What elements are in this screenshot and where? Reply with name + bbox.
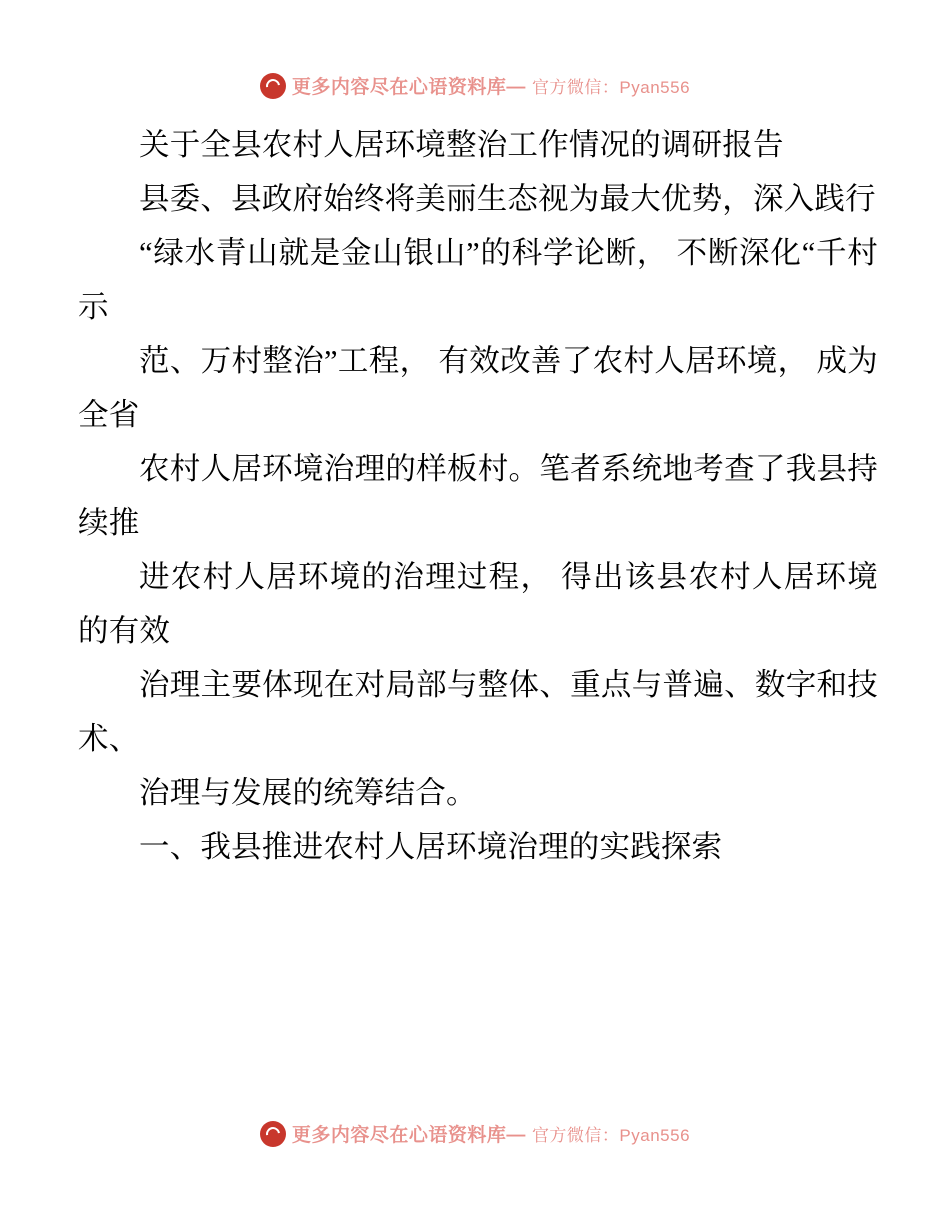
watermark-top — [0, 72, 950, 99]
speech-bubble-icon — [260, 1121, 286, 1147]
speech-bubble-icon — [260, 73, 286, 99]
paragraph-2: “绿水青山就是金山银山”的科学论断， 不断深化“千村示 — [78, 236, 878, 324]
document-body — [78, 118, 878, 874]
paragraph-3: 范、万村整治”工程， 有效改善了农村人居环境， 成为全省 — [78, 344, 878, 432]
watermark-bottom — [0, 1120, 950, 1147]
watermark-main-text: 更多内容尽在心语资料库— — [291, 1125, 526, 1146]
paragraph-7: 治理与发展的统筹结合。 — [139, 776, 477, 810]
paragraph-6: 治理主要体现在对局部与整体、重点与普遍、数字和技术、 — [78, 668, 878, 756]
paragraph-8-heading: 一、我县推进农村人居环境治理的实践探索 — [139, 830, 723, 864]
paragraph-title: 关于全县农村人居环境整治工作情况的调研报告 — [139, 128, 784, 162]
paragraph-1: 县委、县政府始终将美丽生态视为最大优势，深入践行 — [139, 182, 876, 216]
watermark-sub-text: 官方微信：Pyan556 — [531, 78, 691, 97]
paragraph-5: 进农村人居环境的治理过程， 得出该县农村人居环境的有效 — [78, 560, 878, 648]
watermark-main-text: 更多内容尽在心语资料库— — [291, 77, 526, 98]
watermark-sub-text: 官方微信：Pyan556 — [531, 1126, 691, 1145]
paragraph-4: 农村人居环境治理的样板村。笔者系统地考查了我县持续推 — [78, 452, 878, 540]
